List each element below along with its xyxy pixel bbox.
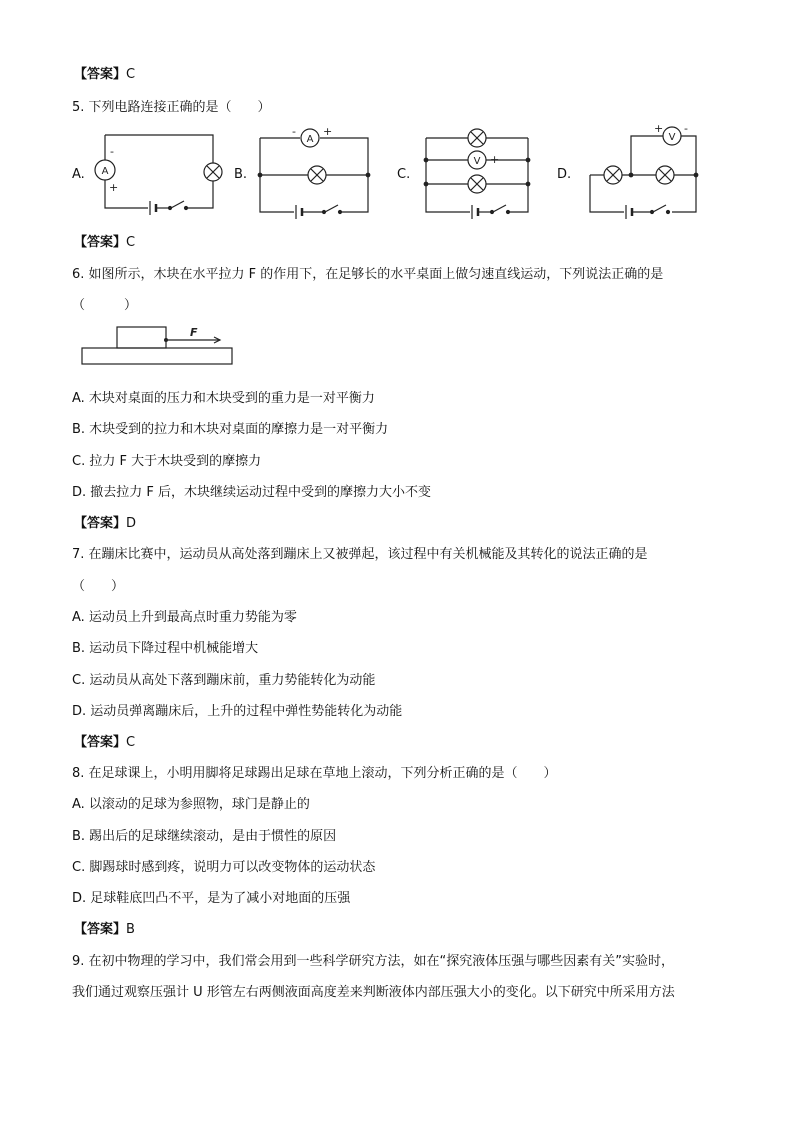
circuit-label-c: C.	[397, 167, 411, 182]
circuit-c-diagram	[420, 122, 540, 222]
ammeter-plus: +	[109, 181, 119, 194]
answer-q7	[74, 734, 135, 752]
question-8-stem: 8. 在足球课上，小明用脚将足球踢出足球在草地上滚动，下列分析正确的是（ ）	[72, 766, 557, 781]
answer-value: D	[126, 516, 137, 531]
block-on-table-figure	[80, 322, 240, 368]
switch-icon	[653, 205, 666, 212]
question-6-option-a: A. 木块对桌面的压力和木块受到的重力是一对平衡力	[72, 391, 375, 406]
question-8-option-c: C. 脚踢球时感到疼，说明力可以改变物体的运动状态	[72, 860, 376, 875]
circuit-a-diagram	[88, 128, 228, 223]
question-9-stem-line1: 9. 在初中物理的学习中，我们常会用到一些科学研究方法，如在“探究液体压强与哪些因素有关”实验时，	[72, 954, 675, 969]
circuit-label-b: B.	[234, 167, 248, 182]
wooden-block	[117, 327, 166, 348]
answer-label: 【答案】	[74, 735, 127, 750]
question-6-option-c: C. 拉力 F 大于木块受到的摩擦力	[72, 454, 262, 469]
answer-q4	[74, 66, 135, 84]
circuit-label-a: A.	[72, 167, 85, 182]
question-7-option-c: C. 运动员从高处下落到蹦床前，重力势能转化为动能	[72, 673, 376, 688]
ammeter-label: A	[306, 134, 314, 145]
question-5-stem: 5. 下列电路连接正确的是（ ）	[72, 100, 271, 115]
question-9-stem-line2: 我们通过观察压强计 U 形管左右两侧液面高度差来判断液体内部压强大小的变化。以下研究中所采用方法	[72, 985, 675, 1000]
question-7-option-a: A. 运动员上升到最高点时重力势能为零	[72, 610, 297, 625]
circuit-b-diagram	[254, 122, 379, 222]
ammeter-plus: +	[323, 125, 333, 138]
force-label: F	[190, 326, 198, 339]
answer-value: C	[126, 735, 136, 750]
answer-value: C	[126, 235, 136, 250]
question-6-stem: 6. 如图所示，木块在水平拉力 F 的作用下，在足够长的水平桌面上做匀速直线运动，下列说法正确的是	[72, 267, 664, 282]
ammeter-minus: -	[292, 125, 296, 138]
question-8-option-a: A. 以滚动的足球为参照物，球门是静止的	[72, 797, 310, 812]
voltmeter-minus: -	[457, 153, 461, 166]
answer-label: 【答案】	[74, 922, 127, 937]
switch-icon	[325, 205, 338, 212]
table-surface	[82, 348, 232, 364]
switch-icon	[171, 201, 184, 208]
question-7-stem: 7. 在蹦床比赛中，运动员从高处落到蹦床上又被弹起，该过程中有关机械能及其转化的说法正确的是	[72, 547, 648, 562]
question-7-option-d: D. 运动员弹离蹦床后，上升的过程中弹性势能转化为动能	[72, 704, 403, 719]
question-6-option-b: B. 木块受到的拉力和木块对桌面的摩擦力是一对平衡力	[72, 422, 389, 437]
question-8-option-d: D. 足球鞋底凹凸不平，是为了减小对地面的压强	[72, 891, 351, 906]
question-7-option-b: B. 运动员下降过程中机械能增大	[72, 641, 259, 656]
question-6-stem-cont: （ ）	[72, 298, 138, 313]
circuit-label-d: D.	[557, 167, 572, 182]
voltmeter-plus: +	[654, 122, 664, 135]
question-8-option-b: B. 踢出后的足球继续滚动，是由于惯性的原因	[72, 829, 337, 844]
voltmeter-label: V	[473, 156, 481, 167]
circuit-d-diagram	[584, 118, 709, 224]
switch-icon	[493, 205, 506, 212]
question-6-option-d: D. 撤去拉力 F 后，木块继续运动过程中受到的摩擦力大小不变	[72, 485, 432, 500]
answer-label: 【答案】	[74, 516, 127, 531]
answer-value: B	[126, 922, 135, 937]
answer-label: 【答案】	[74, 67, 127, 82]
question-7-stem-cont: （ ）	[72, 579, 125, 594]
answer-q6	[74, 515, 136, 533]
ammeter-minus: -	[110, 145, 114, 158]
voltmeter-minus: -	[684, 122, 688, 135]
answer-label: 【答案】	[74, 235, 127, 250]
answer-q8	[74, 921, 135, 939]
ammeter-label: A	[101, 166, 109, 177]
answer-q5	[74, 234, 135, 252]
voltmeter-plus: +	[490, 153, 500, 166]
answer-value: C	[126, 67, 136, 82]
voltmeter-label: V	[668, 132, 676, 143]
